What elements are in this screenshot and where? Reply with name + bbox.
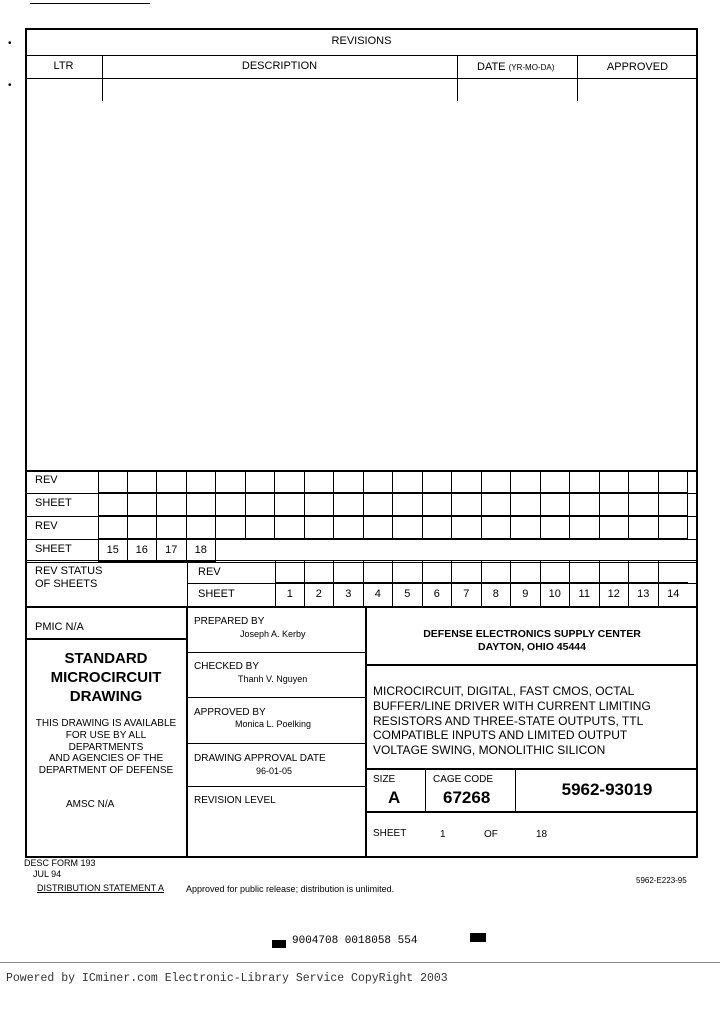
grid-cell	[511, 516, 541, 539]
divider	[187, 652, 365, 653]
drawing-number: 5962-93019	[561, 780, 653, 799]
grid-cell	[246, 516, 276, 539]
grid-cell	[541, 470, 571, 493]
grid-cell	[157, 470, 187, 493]
of-label: OF	[484, 829, 498, 840]
divider	[187, 786, 365, 787]
empty-cell	[541, 539, 571, 562]
rev-row-label: REV	[35, 474, 58, 486]
divider	[187, 697, 365, 698]
grid-cell	[128, 516, 158, 539]
status-sheet-cell: 7	[452, 583, 482, 606]
scan-artifact-dot: •	[8, 80, 12, 91]
barcode-block-icon	[272, 940, 286, 948]
grid-cell	[334, 516, 364, 539]
col-description-header: DESCRIPTION	[241, 60, 318, 72]
pmic-label: PMIC N/A	[35, 621, 84, 633]
empty-cell	[334, 539, 364, 562]
grid-cell	[216, 493, 246, 516]
grid-cell	[275, 470, 305, 493]
approved-by-name: Monica L. Poelking	[235, 719, 312, 729]
revision-level-label: REVISION LEVEL	[194, 795, 276, 806]
empty-cell	[570, 539, 600, 562]
divider	[366, 664, 698, 666]
grid-cell	[187, 516, 217, 539]
divider	[187, 560, 188, 608]
distribution-text: Approved for public release; distribution is unlimited.	[186, 884, 395, 894]
grid-cell	[334, 493, 364, 516]
grid-cell	[629, 470, 659, 493]
col-date-header: DATE (YR-MO-DA)	[477, 61, 555, 73]
checked-by-label: CHECKED BY	[194, 661, 260, 672]
status-sheet-cell: 2	[305, 583, 335, 606]
amsc-label: AMSC N/A	[66, 799, 115, 810]
divider	[425, 768, 426, 812]
grid-cell	[600, 470, 630, 493]
status-sheet-cell: 10	[541, 583, 571, 606]
approval-date-label: DRAWING APPROVAL DATE	[194, 753, 326, 764]
grid-cell	[393, 470, 423, 493]
form-date: JUL 94	[33, 869, 62, 879]
status-sheet-cell: 5	[393, 583, 423, 606]
empty-cell	[423, 539, 453, 562]
grid-cell	[157, 493, 187, 516]
title-drawing: DRAWING	[69, 688, 143, 705]
distribution-label: DISTRIBUTION STATEMENT A	[37, 883, 165, 893]
sheet-number-cell: 17	[157, 539, 187, 562]
grid-cell	[128, 493, 158, 516]
grid-cell	[246, 493, 276, 516]
empty-cell	[629, 539, 659, 562]
status-rev-cell	[511, 560, 541, 583]
sheet-number-cell: 15	[98, 539, 128, 562]
barcode-block-icon	[470, 933, 486, 942]
grid-cell	[511, 470, 541, 493]
device-title-line: BUFFER/LINE DRIVER WITH CURRENT LIMITING	[373, 699, 651, 713]
grid-cell	[246, 470, 276, 493]
cage-code-value: 67268	[443, 788, 491, 807]
status-rev-cell	[423, 560, 453, 583]
grid-cell	[393, 493, 423, 516]
sheet-number-cell: 18	[187, 539, 217, 562]
grid-cell	[216, 470, 246, 493]
status-sheet-cell: 11	[570, 583, 600, 606]
divider	[366, 768, 698, 770]
grid-cell	[482, 470, 512, 493]
grid-cell	[659, 516, 689, 539]
empty-cell	[275, 539, 305, 562]
sheet-number: 1	[440, 829, 446, 840]
grid-cell	[216, 516, 246, 539]
grid-cell	[452, 516, 482, 539]
status-rev-cell	[334, 560, 364, 583]
availability-line: DEPARTMENTS	[68, 742, 144, 753]
status-rev-cell	[452, 560, 482, 583]
device-title-line: VOLTAGE SWING, MONOLITHIC SILICON	[373, 743, 606, 757]
divider	[25, 55, 698, 56]
empty-cell	[305, 539, 335, 562]
grid-cell	[305, 516, 335, 539]
status-rev-cell	[600, 560, 630, 583]
availability-line: AND AGENCIES OF THE	[48, 753, 164, 764]
empty-cell	[482, 539, 512, 562]
status-rev-cell	[364, 560, 394, 583]
grid-cell	[629, 493, 659, 516]
grid-cell	[452, 470, 482, 493]
sheet-number-cell: 16	[128, 539, 158, 562]
revisions-title: REVISIONS	[331, 35, 392, 47]
status-sheet-cell: 3	[334, 583, 364, 606]
divider	[25, 638, 187, 640]
grid-cell	[364, 493, 394, 516]
grid-cell	[98, 493, 128, 516]
grid-cell	[570, 493, 600, 516]
grid-cell	[305, 493, 335, 516]
status-sheet-cell: 14	[667, 588, 680, 600]
status-rev-cell	[541, 560, 571, 583]
grid-cell	[423, 470, 453, 493]
grid-cell	[452, 493, 482, 516]
divider	[25, 78, 698, 79]
approval-date-value: 96-01-05	[256, 766, 293, 776]
scan-artifact-line	[30, 3, 150, 4]
sheet-row-label: SHEET	[35, 543, 72, 555]
status-sheet-cell: 13	[629, 583, 659, 606]
grid-cell	[570, 516, 600, 539]
grid-cell	[659, 470, 689, 493]
form-code: 5962-E223-95	[636, 876, 687, 885]
grid-cell	[541, 516, 571, 539]
empty-cell	[364, 539, 394, 562]
empty-cell	[600, 539, 630, 562]
grid-cell	[157, 516, 187, 539]
empty-cell	[659, 539, 689, 562]
rev-row-label: REV	[35, 520, 58, 532]
footer-divider	[0, 962, 720, 963]
sheet-row-label: SHEET	[35, 497, 72, 509]
grid-cell	[275, 493, 305, 516]
empty-cell	[216, 539, 246, 562]
prepared-by-name: Joseph A. Kerby	[240, 629, 306, 639]
grid-cell	[275, 516, 305, 539]
divider	[457, 55, 458, 101]
availability-line: THIS DRAWING IS AVAILABLE	[35, 718, 177, 729]
total-sheets: 18	[536, 829, 548, 840]
grid-cell	[600, 516, 630, 539]
col-approved-header: APPROVED	[606, 61, 669, 73]
grid-cell	[423, 493, 453, 516]
barcode-number: 9004708 0018058 554	[292, 935, 418, 947]
status-rev-cell	[482, 560, 512, 583]
rev-status-sheet-label: SHEET	[198, 588, 235, 600]
title-microcircuit: MICROCIRCUIT	[50, 669, 162, 686]
grid-cell	[423, 516, 453, 539]
agency-name: DEFENSE ELECTRONICS SUPPLY CENTER	[423, 628, 641, 640]
grid-cell	[511, 493, 541, 516]
title-standard: STANDARD	[64, 650, 148, 667]
grid-cell	[128, 470, 158, 493]
grid-cell	[541, 493, 571, 516]
status-sheet-cell: 4	[364, 583, 394, 606]
sheet-label: SHEET	[373, 828, 407, 839]
grid-cell	[334, 470, 364, 493]
device-title-line: MICROCIRCUIT, DIGITAL, FAST CMOS, OCTAL	[373, 684, 635, 698]
status-rev-cell	[629, 560, 659, 583]
grid-cell	[482, 516, 512, 539]
approved-by-label: APPROVED BY	[194, 707, 266, 718]
powered-by-text: Powered by ICminer.com Electronic-Library Service CopyRight 2003	[6, 972, 448, 985]
grid-cell	[305, 470, 335, 493]
status-sheet-cell: 12	[600, 583, 630, 606]
grid-cell	[629, 516, 659, 539]
availability-line: FOR USE BY ALL	[65, 730, 147, 741]
col-ltr-header: LTR	[53, 60, 74, 72]
grid-cell	[600, 493, 630, 516]
grid-cell	[570, 470, 600, 493]
checked-by-name: Thanh V. Nguyen	[238, 674, 308, 684]
status-sheet-cell: 8	[482, 583, 512, 606]
status-rev-cell	[570, 560, 600, 583]
form-number: DESC FORM 193	[24, 858, 96, 868]
cage-code-label: CAGE CODE	[433, 774, 494, 785]
status-rev-cell	[393, 560, 423, 583]
grid-cell	[659, 493, 689, 516]
agency-location: DAYTON, OHIO 45444	[478, 641, 586, 653]
divider	[366, 811, 698, 813]
grid-cell	[482, 493, 512, 516]
grid-cell	[364, 470, 394, 493]
size-label: SIZE	[373, 774, 396, 785]
empty-cell	[246, 539, 276, 562]
grid-cell	[364, 516, 394, 539]
device-title-line: RESISTORS AND THREE-STATE OUTPUTS, TTL	[373, 714, 644, 728]
grid-cell	[187, 493, 217, 516]
status-rev-cell	[659, 560, 689, 583]
grid-cell	[98, 516, 128, 539]
revisions-block	[25, 28, 698, 472]
prepared-by-label: PREPARED BY	[194, 616, 265, 627]
divider	[187, 743, 365, 744]
grid-cell	[393, 516, 423, 539]
of-sheets-label: OF SHEETS	[35, 578, 98, 590]
grid-cell	[187, 470, 217, 493]
rev-status-rev-label: REV	[198, 566, 221, 578]
status-sheet-cell: 9	[511, 583, 541, 606]
status-rev-cell	[305, 560, 335, 583]
device-title-line: COMPATIBLE INPUTS AND LIMITED OUTPUT	[373, 728, 628, 742]
rev-status-label: REV STATUS	[35, 565, 103, 577]
empty-cell	[452, 539, 482, 562]
grid-cell	[98, 470, 128, 493]
scan-artifact-dot: •	[8, 38, 12, 49]
status-rev-cell	[275, 560, 305, 583]
status-sheet-cell: 6	[423, 583, 453, 606]
status-sheet-cell: 1	[275, 583, 305, 606]
size-value: A	[388, 788, 401, 807]
availability-line: DEPARTMENT OF DEFENSE	[38, 765, 174, 776]
empty-cell	[393, 539, 423, 562]
empty-cell	[511, 539, 541, 562]
